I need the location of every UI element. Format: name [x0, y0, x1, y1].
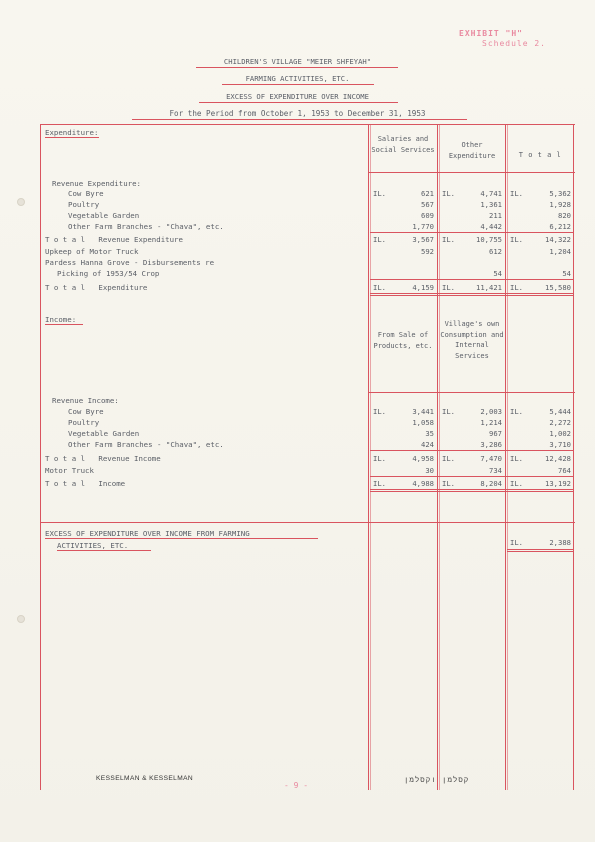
amount: 7,470 [480, 454, 502, 463]
column-header-total: T o t a l [518, 151, 562, 159]
currency-label: IL. [510, 283, 523, 292]
amount: 4,741 [480, 189, 502, 198]
amount: 12,428 [545, 454, 571, 463]
amount: 8,204 [480, 479, 502, 488]
currency-label: IL. [373, 189, 386, 198]
expenditure-heading: Expenditure: [45, 128, 99, 137]
total-rule [370, 293, 573, 294]
amount: 1,058 [412, 418, 434, 427]
amount: 5,362 [549, 189, 571, 198]
total-rule [507, 551, 573, 552]
firm-name-hebrew: קסלמן וקסלמן [404, 775, 470, 784]
section-rule [40, 522, 575, 523]
amount: 1,204 [549, 247, 571, 256]
row-label: Cow Byre [68, 407, 104, 416]
column-header-own-consumption: Village's own Consumption and Internal Services [440, 320, 504, 360]
firm-name: KESSELMAN & KESSELMAN [96, 775, 194, 782]
total-row-label: T o t a l Expenditure [45, 283, 148, 292]
subtotal-rule [370, 232, 573, 233]
income-heading: Income: [45, 315, 77, 324]
excess-amount: 2,388 [549, 538, 571, 547]
period-line: For the Period from October 1, 1953 to December 31, 1953 [169, 109, 426, 118]
row-label: Picking of 1953/54 Crop [57, 269, 160, 278]
currency-label: IL. [510, 235, 523, 244]
amount: 4,988 [412, 479, 434, 488]
statement-title: EXCESS OF EXPENDITURE OVER INCOME [226, 92, 369, 101]
currency-label: IL. [373, 479, 386, 488]
currency-label: IL. [442, 479, 455, 488]
amount: 10,755 [476, 235, 502, 244]
exhibit-stamp: EXHIBIT "H" [459, 29, 523, 38]
currency-label: IL. [442, 454, 455, 463]
currency-label: IL. [442, 283, 455, 292]
column-rule [370, 124, 371, 790]
excess-underline [45, 538, 318, 539]
total-rule [507, 549, 573, 550]
amount: 30 [425, 466, 434, 475]
row-label: Poultry [68, 418, 100, 427]
column-rule [368, 124, 369, 790]
column-rule [437, 124, 438, 790]
total-rule [370, 295, 573, 296]
amount: 4,159 [412, 283, 434, 292]
currency-label: IL. [373, 407, 386, 416]
column-rule [507, 124, 508, 790]
amount: 592 [421, 247, 434, 256]
table-top-rule [40, 124, 575, 125]
amount: 15,580 [545, 283, 571, 292]
amount: 1,770 [412, 222, 434, 231]
subtotal-rule [370, 450, 573, 451]
row-label: Motor Truck [45, 466, 94, 475]
punch-hole [17, 615, 25, 623]
currency-label: IL. [373, 454, 386, 463]
schedule-label: Schedule 2. [482, 39, 546, 48]
page-number: - 9 - [284, 781, 309, 790]
amount: 5,444 [549, 407, 571, 416]
column-header-salaries: Salaries and Social Services [371, 135, 435, 154]
amount: 2,272 [549, 418, 571, 427]
row-label: Vegetable Garden [68, 429, 140, 438]
punch-hole [17, 198, 25, 206]
amount: 4,958 [412, 454, 434, 463]
currency-label: IL. [510, 189, 523, 198]
currency-label: IL. [442, 407, 455, 416]
amount: 3,441 [412, 407, 434, 416]
row-label: Cow Byre [68, 189, 104, 198]
column-header-sales: From Sale of Products, etc. [373, 331, 433, 350]
amount: 3,710 [549, 440, 571, 449]
amount: 1,928 [549, 200, 571, 209]
total-rule [370, 491, 573, 492]
row-label: Other Farm Branches - "Chava", etc. [68, 222, 224, 231]
row-label: Upkeep of Motor Truck [45, 247, 139, 256]
row-label: Vegetable Garden [68, 211, 140, 220]
currency-label: IL. [373, 283, 386, 292]
amount: 612 [489, 247, 502, 256]
amount: 35 [425, 429, 434, 438]
total-row-label: T o t a l Revenue Income [45, 454, 161, 463]
amount: 11,421 [476, 283, 502, 292]
amount: 3,567 [412, 235, 434, 244]
currency-label: IL. [442, 189, 455, 198]
amount: 13,192 [545, 479, 571, 488]
amount: 1,002 [549, 429, 571, 438]
excess-label: EXCESS OF EXPENDITURE OVER INCOME FROM FARMING [45, 529, 250, 538]
subtitle-underline [222, 84, 374, 85]
total-row-label: T o t a l Income [45, 479, 126, 488]
currency-label: IL. [442, 235, 455, 244]
amount: 54 [562, 269, 571, 278]
amount: 14,322 [545, 235, 571, 244]
revenue-income-label: Revenue Income: [52, 396, 119, 405]
amount: 967 [489, 429, 502, 438]
amount: 211 [489, 211, 502, 220]
row-label: Other Farm Branches - "Chava", etc. [68, 440, 224, 449]
amount: 54 [493, 269, 502, 278]
statement-underline [199, 102, 398, 103]
currency-label: IL. [373, 235, 386, 244]
period-underline [132, 119, 467, 120]
amount: 567 [421, 200, 434, 209]
currency-label: IL. [510, 538, 523, 547]
amount: 820 [558, 211, 571, 220]
amount: 621 [421, 189, 434, 198]
heading-underline [45, 324, 83, 325]
amount: 6,212 [549, 222, 571, 231]
amount: 4,442 [480, 222, 502, 231]
row-label: Pardess Hanna Grove - Disbursements re [45, 258, 215, 267]
heading-underline [45, 137, 99, 138]
document-title: CHILDREN'S VILLAGE "MEIER SHFEYAH" [223, 57, 372, 66]
amount: 424 [421, 440, 434, 449]
excess-underline [57, 550, 151, 551]
title-underline [196, 67, 398, 68]
currency-label: IL. [510, 479, 523, 488]
amount: 734 [489, 466, 502, 475]
amount: 1,214 [480, 418, 502, 427]
header-bottom-rule [368, 392, 575, 393]
subtotal-rule [370, 279, 573, 280]
excess-label-continued: ACTIVITIES, ETC. [57, 541, 129, 550]
header-bottom-rule [368, 172, 575, 173]
column-rule [439, 124, 440, 790]
total-row-label: T o t a l Revenue Expenditure [45, 235, 183, 244]
column-header-other-expenditure: Other Expenditure [448, 141, 496, 160]
amount: 609 [421, 211, 434, 220]
revenue-expenditure-label: Revenue Expenditure: [52, 179, 141, 188]
amount: 2,003 [480, 407, 502, 416]
amount: 764 [558, 466, 571, 475]
subtitle: FARMING ACTIVITIES, ETC. [245, 74, 350, 83]
total-rule [370, 489, 573, 490]
right-margin-rule [573, 124, 574, 790]
column-rule [505, 124, 506, 790]
amount: 1,361 [480, 200, 502, 209]
row-label: Poultry [68, 200, 100, 209]
subtotal-rule [370, 476, 573, 477]
amount: 3,286 [480, 440, 502, 449]
currency-label: IL. [510, 454, 523, 463]
left-margin-rule [40, 124, 41, 790]
currency-label: IL. [510, 407, 523, 416]
